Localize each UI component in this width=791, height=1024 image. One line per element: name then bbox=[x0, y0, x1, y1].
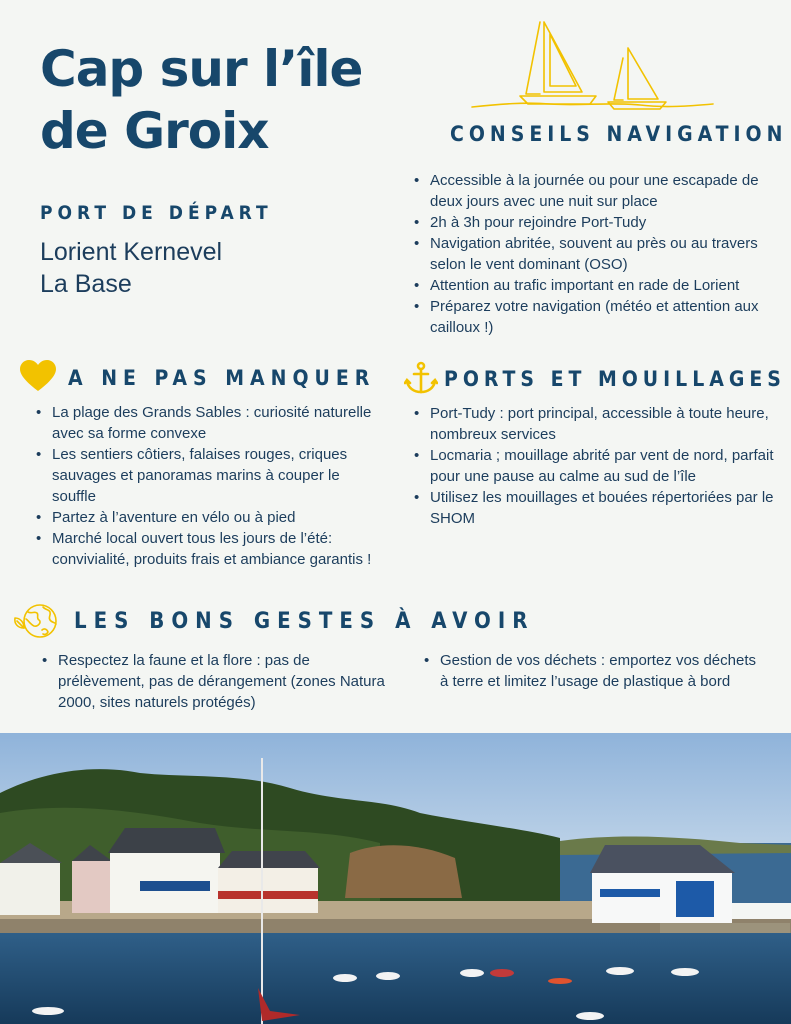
list-item: • Respectez la faune et la flore : pas de prélèvement, pas de dérangement (zones Natura 2000, sites naturels protégés) bbox=[40, 650, 385, 713]
list-item: • Les sentiers côtiers, falaises rouges, criques sauvages et panoramas marins à couper le souffle bbox=[34, 444, 379, 507]
manquer-heading: A NE PAS MANQUER bbox=[68, 366, 376, 390]
gestes-list-left bbox=[40, 650, 385, 713]
port-depart-line-2: La Base bbox=[40, 270, 132, 298]
port-depart-heading: PORT DE DÉPART bbox=[40, 202, 273, 224]
ports-list bbox=[412, 403, 777, 529]
sailboats-icon bbox=[470, 14, 715, 114]
manquer-list bbox=[34, 402, 379, 570]
list-item: • Attention au trafic important en rade de Lorient bbox=[412, 275, 772, 296]
gestes-heading: LES BONS GESTES À AVOIR bbox=[74, 609, 535, 634]
list-item: • Partez à l’aventure en vélo ou à pied bbox=[34, 507, 379, 528]
earth-icon bbox=[12, 602, 60, 640]
port-depart-name bbox=[40, 236, 222, 300]
port-depart-line-1: Lorient Kernevel bbox=[40, 238, 223, 266]
list-item: • Accessible à la journée ou pour une escapade de deux jours avec une nuit sur place bbox=[412, 170, 772, 212]
list-item: • La plage des Grands Sables : curiosité naturelle avec sa forme convexe bbox=[34, 402, 379, 444]
list-item: • Préparez votre navigation (météo et attention aux cailloux !) bbox=[412, 296, 772, 338]
heart-icon bbox=[20, 360, 56, 392]
ports-heading: PORTS ET MOUILLAGES bbox=[444, 367, 786, 391]
title-line-1: Cap sur l’île bbox=[40, 40, 363, 98]
list-item: • Locmaria ; mouillage abrité par vent de nord, parfait pour une pause au calme au sud de l’île bbox=[412, 445, 777, 487]
list-item: • Gestion de vos déchets : emportez vos déchets à terre et limitez l’usage de plastique à bord bbox=[422, 650, 767, 692]
list-item: • Utilisez les mouillages et bouées répertoriées par le SHOM bbox=[412, 487, 777, 529]
list-item: • Port-Tudy : port principal, accessible à toute heure, nombreux services bbox=[412, 403, 777, 445]
title-line-2: de Groix bbox=[40, 102, 269, 160]
list-item: • 2h à 3h pour rejoindre Port-Tudy bbox=[412, 212, 772, 233]
gestes-list-right bbox=[422, 650, 767, 692]
conseils-list bbox=[412, 170, 772, 338]
anchor-icon bbox=[404, 361, 438, 395]
list-item: • Navigation abritée, souvent au près ou au travers selon le vent dominant (OSO) bbox=[412, 233, 772, 275]
list-item: • Marché local ouvert tous les jours de l’été: convivialité, produits frais et ambiance garantis ! bbox=[34, 528, 379, 570]
page-title bbox=[40, 38, 460, 162]
harbour-photo bbox=[0, 733, 791, 1024]
conseils-heading: CONSEILS NAVIGATION bbox=[450, 122, 788, 146]
